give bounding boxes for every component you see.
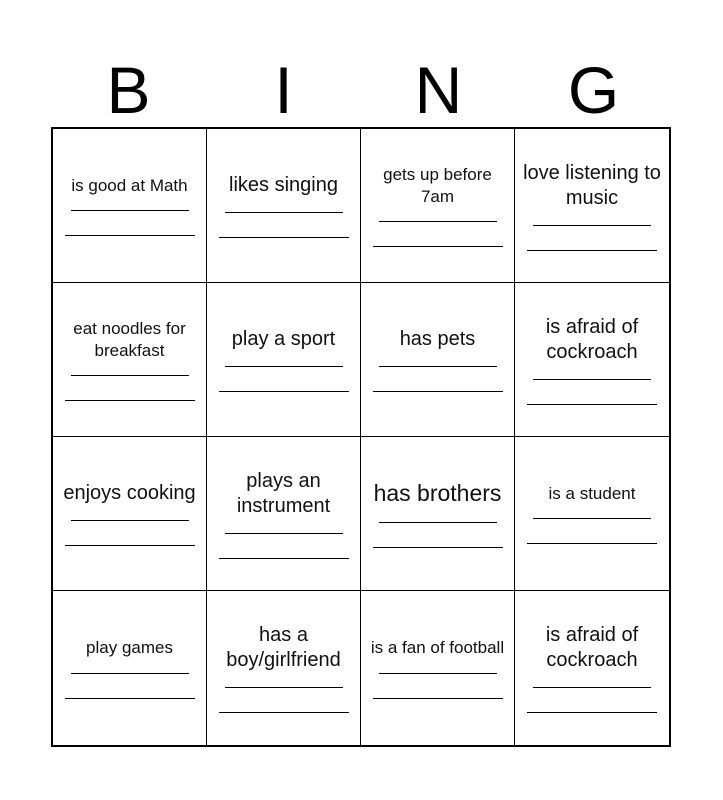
header-letter-i: I <box>274 53 293 127</box>
name-write-in-lines <box>219 212 349 238</box>
cell-prompt: has pets <box>399 328 476 350</box>
write-in-line[interactable] <box>71 673 189 674</box>
cell-prompt: has a boy/girlfriend <box>226 624 341 671</box>
bingo-header <box>51 52 671 128</box>
name-write-in-lines <box>527 225 657 251</box>
bingo-cell[interactable] <box>361 591 515 745</box>
name-write-in-lines <box>527 518 657 544</box>
write-in-line[interactable] <box>379 366 497 367</box>
bingo-cell[interactable] <box>361 129 515 283</box>
cell-prompt: enjoys cooking <box>63 482 196 504</box>
bingo-cell[interactable] <box>361 437 515 591</box>
header-letter-n: N <box>414 53 463 127</box>
cell-prompt: play a sport <box>231 328 336 350</box>
write-in-line[interactable] <box>219 558 349 559</box>
write-in-line[interactable] <box>65 545 195 546</box>
cell-prompt: is a fan of football <box>370 638 505 658</box>
write-in-line[interactable] <box>379 673 497 674</box>
cell-prompt: has brothers <box>373 480 502 507</box>
write-in-line[interactable] <box>225 533 343 534</box>
cell-prompt: play games <box>86 638 173 658</box>
bingo-cell[interactable] <box>207 129 361 283</box>
bingo-grid <box>51 127 671 747</box>
write-in-line[interactable] <box>65 698 195 699</box>
cell-prompt: is good at Math <box>71 175 188 195</box>
write-in-line[interactable] <box>225 366 343 367</box>
name-write-in-lines <box>373 673 503 699</box>
name-write-in-lines <box>65 375 195 401</box>
name-write-in-lines <box>219 533 349 559</box>
write-in-line[interactable] <box>373 698 503 699</box>
bingo-cell[interactable] <box>515 591 669 745</box>
name-write-in-lines <box>373 221 503 247</box>
write-in-line[interactable] <box>527 404 657 405</box>
name-write-in-lines <box>65 520 195 546</box>
name-write-in-lines <box>65 673 195 699</box>
bingo-cell[interactable] <box>361 283 515 437</box>
write-in-line[interactable] <box>71 520 189 521</box>
write-in-line[interactable] <box>527 712 657 713</box>
cell-prompt: is a student <box>548 483 636 503</box>
write-in-line[interactable] <box>65 400 195 401</box>
name-write-in-lines <box>527 687 657 713</box>
write-in-line[interactable] <box>219 712 349 713</box>
write-in-line[interactable] <box>225 687 343 688</box>
write-in-line[interactable] <box>225 212 343 213</box>
write-in-line[interactable] <box>527 543 657 544</box>
cell-prompt: eat noodles for breakfast <box>73 319 186 360</box>
write-in-line[interactable] <box>533 225 651 226</box>
write-in-line[interactable] <box>373 391 503 392</box>
bingo-cell[interactable] <box>53 283 207 437</box>
bingo-cell[interactable] <box>207 283 361 437</box>
write-in-line[interactable] <box>71 375 189 376</box>
name-write-in-lines <box>373 522 503 548</box>
bingo-cell[interactable] <box>207 437 361 591</box>
write-in-line[interactable] <box>219 391 349 392</box>
bingo-cell[interactable] <box>515 129 669 283</box>
cell-prompt: is afraid of cockroach <box>545 624 639 671</box>
bingo-cell[interactable] <box>53 437 207 591</box>
cell-prompt: gets up before 7am <box>383 165 492 206</box>
bingo-cell[interactable] <box>515 283 669 437</box>
name-write-in-lines <box>219 687 349 713</box>
write-in-line[interactable] <box>533 687 651 688</box>
write-in-line[interactable] <box>533 518 651 519</box>
header-letter-g: G <box>567 53 620 127</box>
write-in-line[interactable] <box>71 210 189 211</box>
cell-prompt: likes singing <box>229 174 338 196</box>
name-write-in-lines <box>65 210 195 236</box>
write-in-line[interactable] <box>527 250 657 251</box>
bingo-cell[interactable] <box>53 591 207 745</box>
write-in-line[interactable] <box>379 221 497 222</box>
bingo-cell[interactable] <box>515 437 669 591</box>
name-write-in-lines <box>373 366 503 392</box>
bingo-cell[interactable] <box>207 591 361 745</box>
write-in-line[interactable] <box>65 235 195 236</box>
write-in-line[interactable] <box>219 237 349 238</box>
write-in-line[interactable] <box>379 522 497 523</box>
cell-prompt: plays an instrument <box>236 469 331 517</box>
write-in-line[interactable] <box>373 547 503 548</box>
write-in-line[interactable] <box>533 379 651 380</box>
cell-prompt: love listening to music <box>523 161 661 209</box>
header-letter-b: B <box>106 53 151 127</box>
name-write-in-lines <box>527 379 657 405</box>
write-in-line[interactable] <box>373 246 503 247</box>
name-write-in-lines <box>219 366 349 392</box>
cell-prompt: is afraid of cockroach <box>545 315 639 363</box>
bingo-cell[interactable] <box>53 129 207 283</box>
